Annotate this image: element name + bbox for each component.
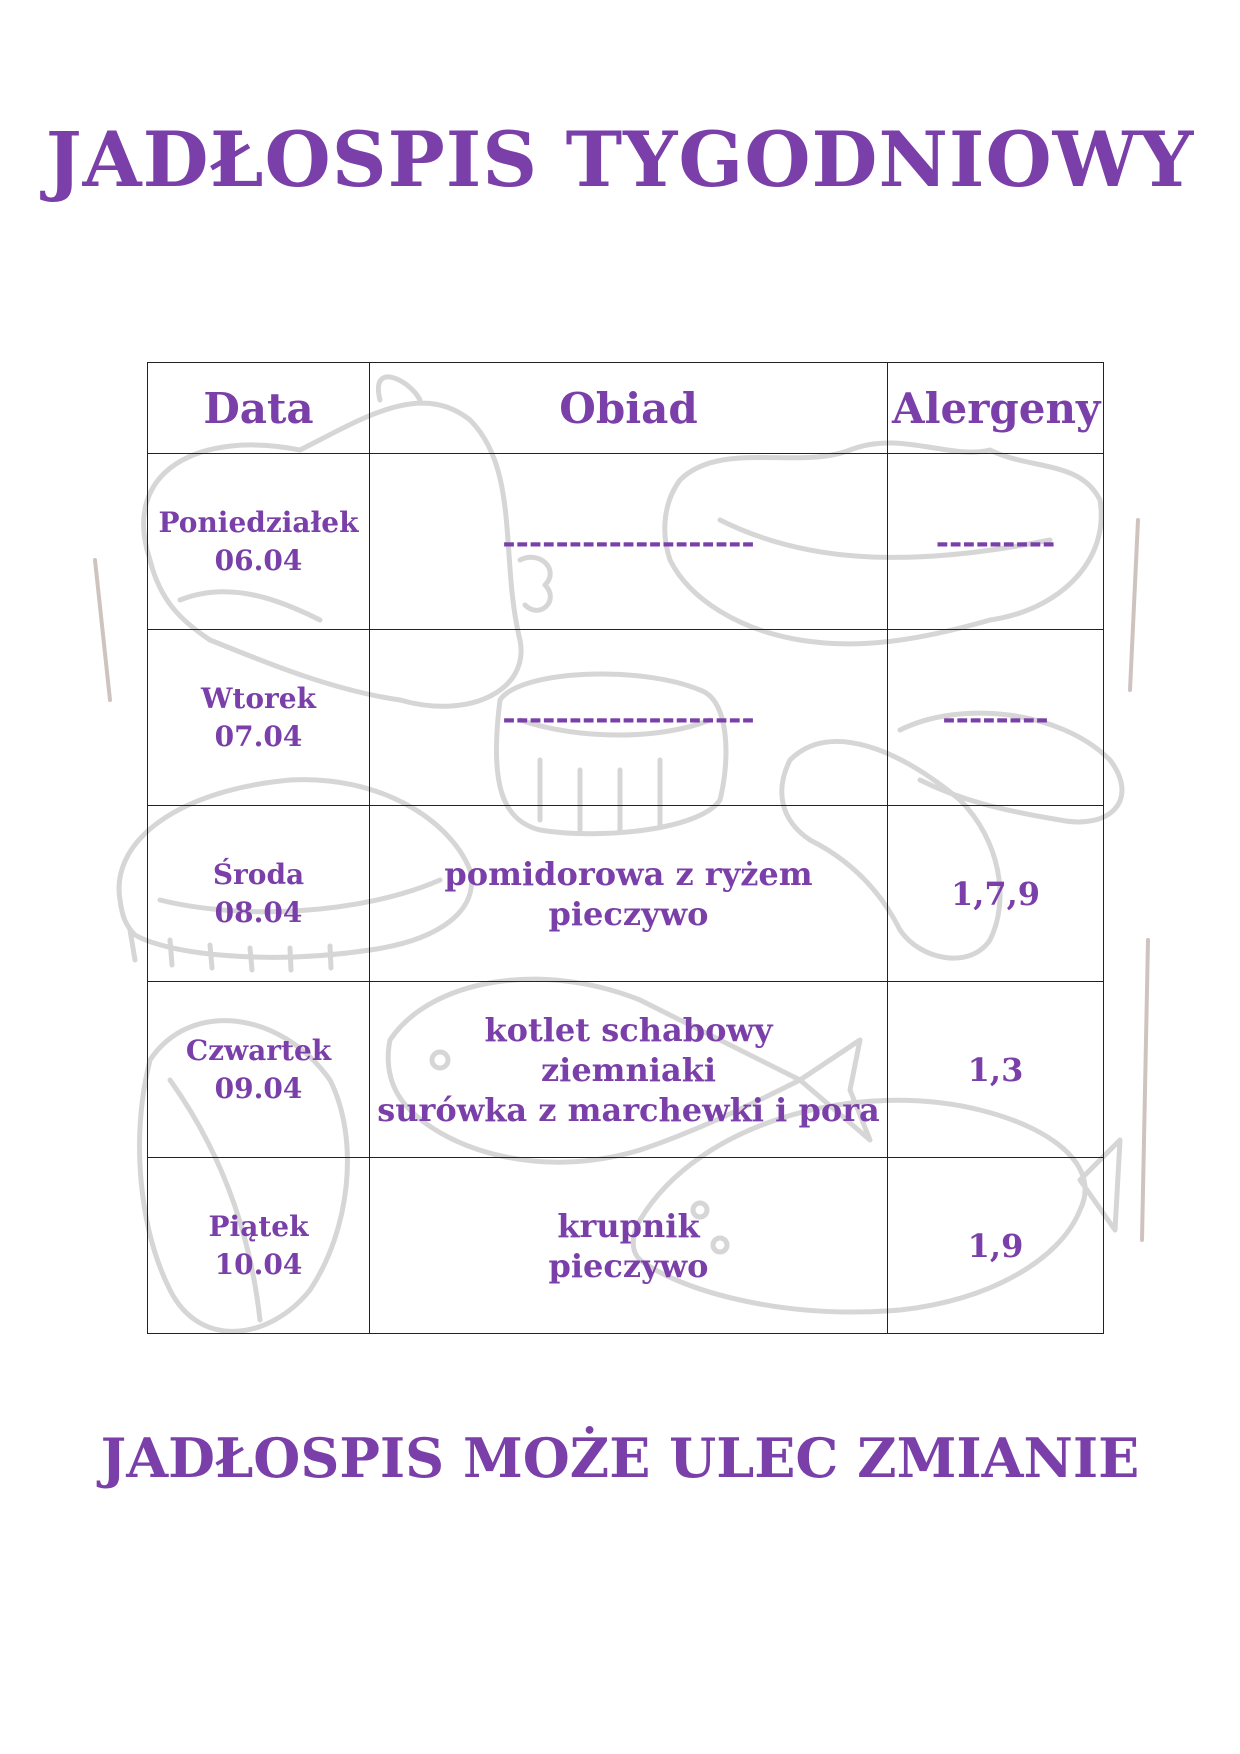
date-cell: [148, 630, 370, 806]
day-name: Czwartek: [185, 1033, 332, 1067]
meal-line: -------------------: [502, 522, 755, 561]
meal-line: pieczywo: [548, 894, 709, 933]
meal-cell: [370, 454, 888, 630]
allergens-cell: 1,3: [888, 982, 1104, 1158]
allergens-cell: ---------: [888, 454, 1104, 630]
date-cell: [148, 806, 370, 982]
allergens-cell: 1,9: [888, 1158, 1104, 1334]
header-meal: Obiad: [370, 363, 888, 454]
meal-line: ziemniaki: [540, 1050, 717, 1089]
date-cell: [148, 982, 370, 1158]
table-row: [148, 1158, 1104, 1334]
day-date: 10.04: [214, 1247, 303, 1281]
meal-line: surówka z marchewki i pora: [377, 1090, 880, 1129]
day-date: 06.04: [214, 543, 303, 577]
weekly-menu-table: [147, 362, 1104, 1334]
knife-left-drawing: [95, 560, 110, 700]
knife-right-top-drawing: [1130, 520, 1138, 690]
menu-change-notice: JADŁOSPIS MOŻE ULEC ZMIANIE: [100, 1426, 1140, 1490]
day-name: Wtorek: [200, 681, 317, 715]
meal-cell: [370, 630, 888, 806]
table-row: [148, 806, 1104, 982]
allergens-cell: 1,7,9: [888, 806, 1104, 982]
day-name: Poniedziałek: [158, 505, 359, 539]
meal-line: kotlet schabowy: [484, 1010, 773, 1049]
day-date: 09.04: [214, 1071, 303, 1105]
meal-line: krupnik: [557, 1206, 700, 1245]
table-row: [148, 454, 1104, 630]
page-title: JADŁOSPIS TYGODNIOWY: [45, 115, 1195, 204]
meal-line: pomidorowa z ryżem: [444, 854, 813, 893]
day-date: 07.04: [214, 719, 303, 753]
header-allergens: Alergeny: [888, 363, 1104, 454]
date-cell: [148, 1158, 370, 1334]
day-date: 08.04: [214, 895, 303, 929]
meal-cell: [370, 806, 888, 982]
header-date: Data: [148, 363, 370, 454]
allergens-cell: --------: [888, 630, 1104, 806]
table-row: [148, 982, 1104, 1158]
meal-cell: [370, 1158, 888, 1334]
day-name: Piątek: [208, 1209, 309, 1243]
table-header-row: [148, 363, 1104, 454]
meal-cell: [370, 982, 888, 1158]
table-row: [148, 630, 1104, 806]
date-cell: [148, 454, 370, 630]
meal-line: -------------------: [502, 698, 755, 737]
day-name: Środa: [212, 857, 305, 891]
knife-right-bottom-drawing: [1142, 940, 1148, 1240]
meal-line: pieczywo: [548, 1246, 709, 1285]
